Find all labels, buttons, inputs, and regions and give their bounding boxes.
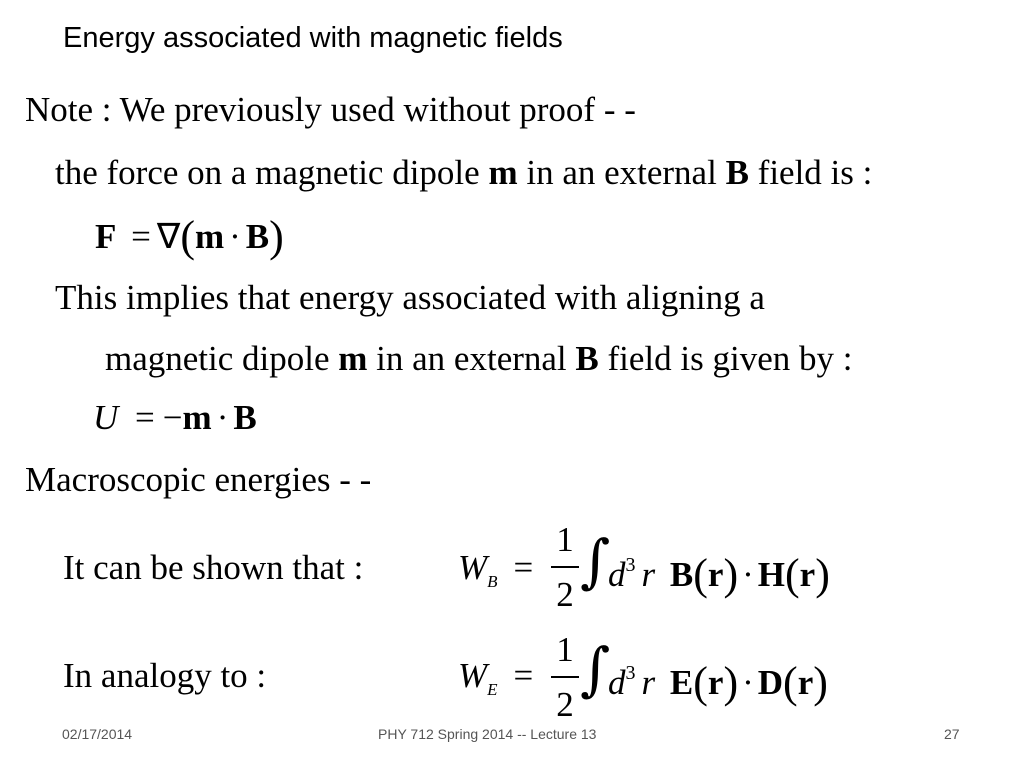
dot-operator: ·: [742, 555, 754, 594]
force-equation: [95, 212, 284, 261]
subscript-B: B: [487, 572, 498, 591]
force-line-post: field is :: [748, 153, 873, 192]
vector-r: r: [799, 555, 816, 594]
wb-lhs: [458, 548, 534, 591]
symbol-B: B: [725, 153, 749, 192]
dipole-line-post: field is given by :: [598, 339, 853, 378]
field-E: E: [669, 663, 694, 702]
footer-page-number: 27: [944, 726, 960, 742]
symbol-r: r: [641, 555, 656, 594]
superscript-3: 3: [625, 662, 636, 684]
force-line-pre: the force on a magnetic dipole: [55, 153, 489, 192]
dipole-line-pre: magnetic dipole: [105, 339, 339, 378]
left-paren: (: [693, 658, 708, 707]
note-line: Note : We previously used without proof - -: [25, 90, 636, 129]
we-lhs: [458, 656, 534, 699]
slide-title: Energy associated with magnetic fields: [63, 22, 563, 54]
symbol-m: m: [182, 398, 212, 437]
equals-sign: =: [513, 656, 534, 695]
symbol-d: d: [608, 555, 626, 594]
field-B: B: [669, 555, 694, 594]
symbol-m: m: [488, 153, 518, 192]
right-paren: ): [723, 658, 739, 707]
symbol-d: d: [608, 663, 626, 702]
fraction-numerator: 1: [556, 520, 574, 559]
vector-r: r: [797, 663, 814, 702]
nabla-symbol: ∇: [156, 217, 181, 256]
symbol-B: B: [245, 217, 270, 256]
right-paren: ): [813, 658, 828, 707]
vector-r: r: [707, 555, 724, 594]
symbol-F: F: [95, 217, 117, 256]
left-paren: (: [783, 658, 798, 707]
symbol-W: W: [458, 656, 488, 695]
shown-label: It can be shown that :: [63, 548, 364, 587]
symbol-m: m: [194, 217, 225, 256]
fraction-bar: [551, 566, 579, 568]
left-paren: (: [693, 550, 708, 599]
symbol-m: m: [338, 339, 368, 378]
macro-line: Macroscopic energies - -: [25, 460, 372, 499]
we-integrand: [608, 658, 828, 707]
force-line: [55, 155, 872, 190]
fraction-numerator: 1: [556, 630, 574, 669]
footer-date: 02/17/2014: [62, 726, 133, 742]
implies-line: This implies that energy associated with aligning a: [55, 278, 765, 317]
equals-sign: =: [131, 217, 151, 256]
minus-sign: −: [162, 398, 183, 437]
dot-operator: ·: [742, 663, 754, 702]
superscript-3: 3: [625, 554, 636, 576]
field-H: H: [757, 555, 785, 594]
symbol-U: U: [93, 398, 119, 437]
integral-sign: ∫: [580, 527, 611, 595]
dot-operator: ·: [216, 398, 229, 437]
energy-equation: [93, 400, 257, 435]
left-paren: (: [180, 212, 195, 261]
symbol-W: W: [458, 548, 488, 587]
analogy-label: In analogy to :: [63, 656, 267, 695]
right-paren: ): [269, 212, 284, 261]
symbol-r: r: [641, 663, 656, 702]
symbol-B: B: [575, 339, 599, 378]
right-paren: ): [815, 550, 830, 599]
field-D: D: [757, 663, 784, 702]
integral-sign: ∫: [580, 635, 611, 703]
wb-integrand: [608, 550, 830, 599]
dipole-line-mid: in an external: [367, 339, 576, 378]
dipole-line: [105, 341, 852, 376]
equals-sign: =: [513, 548, 534, 587]
fraction-denominator: 2: [556, 685, 574, 724]
left-paren: (: [784, 550, 800, 599]
fraction-bar: [551, 676, 579, 678]
footer-course: PHY 712 Spring 2014 -- Lecture 13: [378, 726, 597, 742]
symbol-B: B: [233, 398, 257, 437]
fraction-denominator: 2: [556, 575, 574, 614]
vector-r: r: [707, 663, 724, 702]
equals-sign: =: [135, 398, 155, 437]
subscript-E: E: [487, 680, 498, 699]
right-paren: ): [723, 550, 739, 599]
force-line-mid: in an external: [517, 153, 726, 192]
dot-operator: ·: [229, 217, 241, 256]
